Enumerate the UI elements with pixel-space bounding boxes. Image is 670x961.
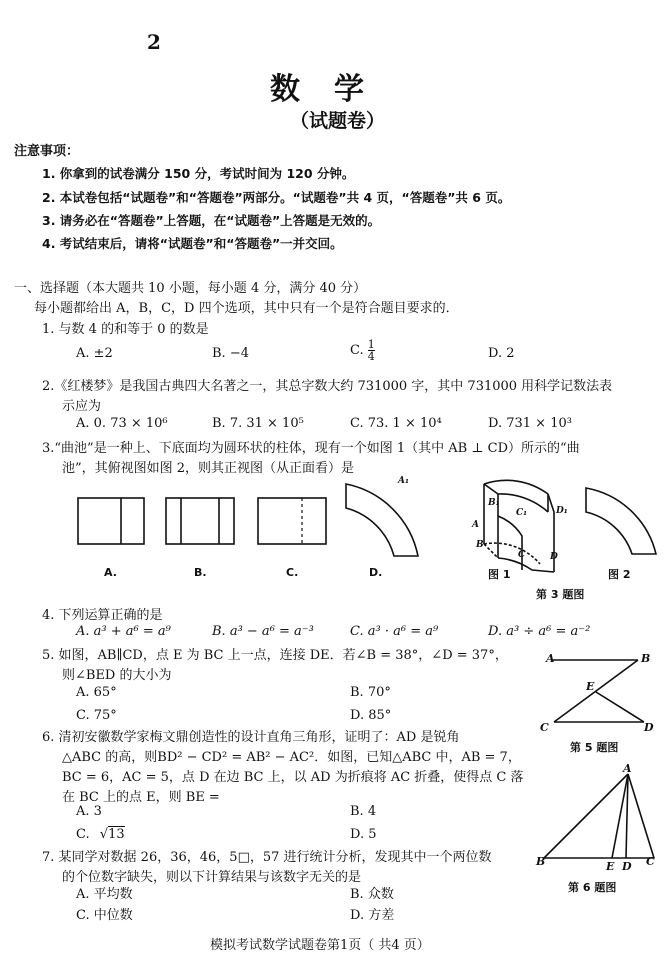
view-c-shape [258,498,326,544]
point-label: B₁ [488,498,500,508]
q3-line2: 池”，其俯视图如图 2，则其正视图（从正面看）是 [62,461,355,476]
fig2-label: 图 2 [608,568,631,581]
q7-option-d: D. 方差 [350,908,395,923]
fraction [368,339,375,362]
q5-option-b: B. 70° [350,685,391,700]
page-footer: 模拟考试数学试题卷第1页（ 共4 页） [210,938,430,953]
notice-item: 2. 本试卷包括“试题卷”和“答题卷”两部分。“试题卷”共 4 页，“答题卷”共 6 页。 [42,190,511,205]
q6-option-c-label: C. [76,827,90,842]
q1-option-c-label: C. [350,343,364,358]
q6-option-a: A. 3 [76,804,102,819]
view-label-d: D. [369,566,383,579]
q2-option-d: D. 731 × 10³ [488,416,572,431]
q4-stem: 4. 下列运算正确的是 [42,608,163,623]
q6-line3: BC = 6，AC = 5，点 D 在边 BC 上，以 AD 为折痕将 AC 折叠，使得点 C 落 [62,770,524,785]
point-label: B [641,652,651,665]
sqrt-radicand: 13 [108,827,125,842]
q1-stem: 1. 与数 4 的和等于 0 的数是 [42,322,209,337]
point-label: D [622,860,632,873]
sqrt-icon: √ [99,827,109,842]
q3-caption: 第 3 题图 [536,588,585,601]
view-d-shape [346,484,418,556]
fig2-shape [586,488,656,554]
page-title: 数 学 [270,72,366,107]
view-b-shape [166,498,234,544]
q7-line2: 的个位数字缺失，则以下计算结果与该数字无关的是 [62,870,362,885]
q5-line2: 则∠BED 的大小为 [62,668,172,683]
q6-caption: 第 6 题图 [568,881,617,894]
point-label: E [586,680,595,693]
q2-line1: 2.《红楼梦》是我国古典四大名著之一，其总字数大约 731000 字，其中 731000 用科学记数法表 [42,379,613,394]
view-label-c: C. [286,566,299,579]
section-intro: 每小题都给出 A，B，C，D 四个选项，其中只有一个是符合题目要求的． [34,301,459,316]
fraction-denominator: 4 [367,350,375,363]
q5-option-d: D. 85° [350,708,392,723]
q4-option-a: A. a³ + a⁶ = a⁹ [76,624,171,639]
point-label: C₁ [516,508,528,518]
point-label: A₁ [398,476,409,486]
view-label-a: A. [104,566,117,579]
q2-option-c: C. 73. 1 × 10⁴ [350,416,442,431]
q6-option-c [76,827,125,842]
point-label: E [606,860,615,873]
point-label: D [644,721,654,734]
fraction-numerator: 1 [367,338,375,351]
page-subtitle: （试题卷） [290,110,386,132]
q5-caption: 第 5 题图 [570,741,619,754]
q7-option-c: C. 中位数 [76,908,133,923]
q6-option-b: B. 4 [350,804,377,819]
point-label: A [472,520,479,530]
fig1-label: 图 1 [488,568,511,581]
q2-option-a: A. 0. 73 × 10⁶ [76,416,168,431]
q3-figure [70,478,660,598]
q5-option-c: C. 75° [76,708,117,723]
q3-line1: 3.“曲池”是一种上、下底面均为圆环状的柱体，现有一个如图 1（其中 AB ⊥ CD）所示的“曲 [42,441,580,456]
q6-line4: 在 BC 上的点 E，则 BE = [62,790,220,805]
point-label: C [540,721,549,734]
q7-line1: 7. 某同学对数据 26，36，46，5□，57 进行统计分析，发现其中一个两位数 [42,850,492,865]
q6-figure [538,768,660,868]
q6-line1: 6. 清初安徽数学家梅文鼎创造性的设计直角三角形，证明了：AD 是锐角 [42,730,460,745]
notice-item: 1. 你拿到的试卷满分 150 分，考试时间为 120 分钟。 [42,166,355,181]
view-a-shape [78,498,144,544]
point-label: A [623,762,632,775]
q7-option-a: A. 平均数 [76,887,133,902]
q4-option-d: D. a³ ÷ a⁶ = a⁻² [488,624,591,639]
q5-option-a: A. 65° [76,685,117,700]
q7-option-b: B. 众数 [350,887,394,902]
sqrt-expression [100,827,125,842]
point-label: B [536,855,546,868]
point-label: A [546,652,555,665]
q4-option-c: C. a³ · a⁶ = a⁹ [350,624,439,639]
q2-line2: 示应为 [62,399,102,414]
q5-figure [540,652,650,732]
q6-line2: △ABC 的高，则BD² − CD² = AB² − AC²．如图，已知△ABC 中，AB = 7， [62,750,521,765]
point-label: D [550,552,558,562]
q2-option-b: B. 7. 31 × 10⁵ [212,416,304,431]
q4-option-b: B. a³ − a⁶ = a⁻³ [212,624,314,639]
view-label-b: B. [194,566,207,579]
q1-option-d: D. 2 [488,346,515,361]
point-label: C [646,855,655,868]
section-heading: 一、选择题（本大题共 10 小题，每小题 4 分，满分 40 分） [14,281,367,296]
point-label: D₁ [556,506,568,516]
q1-option-c [350,339,375,362]
page-number: 2 [147,30,161,54]
point-label: C [518,550,526,560]
point-label: B [476,540,484,550]
notice-item: 3. 请务必在“答题卷”上答题，在“试题卷”上答题是无效的。 [42,213,381,228]
notice-heading: 注意事项： [14,144,80,159]
notice-item: 4. 考试结束后，请将“试题卷”和“答题卷”一并交回。 [42,236,343,251]
q6-option-d: D. 5 [350,827,377,842]
q5-line1: 5. 如图，AB∥CD，点 E 为 BC 上一点，连接 DE．若∠B = 38°，∠D = 37°， [42,648,508,663]
q1-option-a: A. ±2 [76,346,113,361]
q1-option-b: B. −4 [212,346,249,361]
